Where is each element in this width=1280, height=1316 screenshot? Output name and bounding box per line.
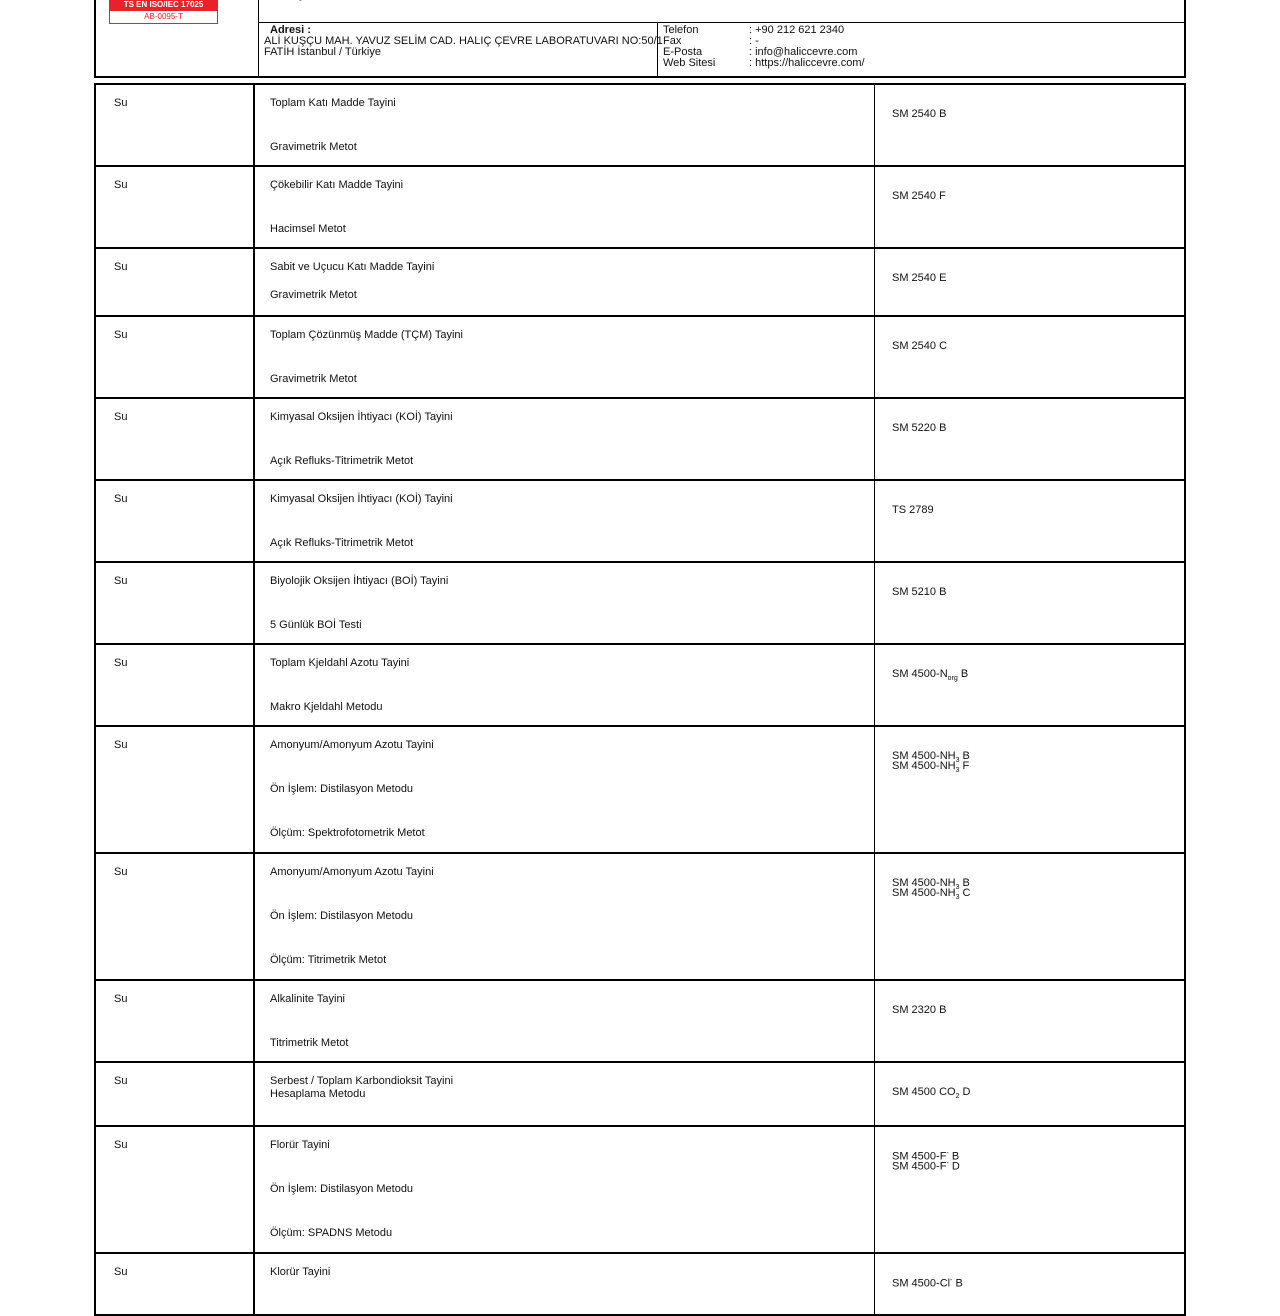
- reference-method: SM 2540 C: [892, 340, 948, 352]
- matrix-cell: [96, 249, 255, 315]
- parameter-name: Klorür Tayini: [270, 1266, 331, 1278]
- address-label: Adresi :: [270, 24, 311, 36]
- contact-value: : https://haliccevre.com/: [749, 57, 865, 69]
- table-row: [96, 317, 1184, 399]
- matrix-cell: [96, 1063, 255, 1125]
- accreditation-logo-cell: [96, 0, 259, 78]
- method-base: SM 4500-F: [892, 1150, 947, 1163]
- method-description: Açık Refluks-Titrimetrik Metot: [270, 537, 414, 549]
- matrix-cell: [96, 167, 255, 247]
- method-suffix: B: [957, 668, 969, 680]
- method-superscript: -: [946, 1160, 949, 1167]
- matrix-label: Su: [114, 739, 128, 751]
- parameter-name: Toplam Kjeldahl Azotu Tayini: [270, 657, 410, 669]
- table-row: [96, 854, 1184, 981]
- matrix-cell: [96, 1254, 255, 1314]
- matrix-label: Su: [114, 329, 128, 341]
- method-description: Makro Kjeldahl Metodu: [270, 701, 383, 713]
- parameter-name: Florür Tayini: [270, 1139, 330, 1151]
- matrix-cell: [96, 85, 255, 165]
- table-row: [96, 563, 1184, 645]
- method-description: Hesaplama Metodu: [270, 1088, 366, 1100]
- matrix-cell: [96, 1127, 255, 1252]
- matrix-cell: [96, 399, 255, 479]
- parameter-name: Çökebilir Katı Madde Tayini: [270, 179, 404, 191]
- table-row: [96, 645, 1184, 727]
- reference-method: SM 2540 F: [892, 190, 946, 202]
- column-divider: [874, 1254, 875, 1314]
- method-base: SM 4500 CO: [892, 1086, 956, 1098]
- method-suffix: D: [948, 1160, 960, 1173]
- contact-key: E-Posta: [663, 46, 703, 58]
- address-line1: ALİ KUŞÇU MAH. YAVUZ SELİM CAD. HALIÇ ÇEVRE LABORATUVARI NO:50/1: [264, 35, 663, 47]
- method-superscript: -: [946, 1150, 949, 1157]
- reference-method: SM 2540 E: [892, 272, 947, 284]
- reference-method: [892, 887, 970, 901]
- method-description: 5 Günlük BOİ Testi: [270, 619, 362, 631]
- method-description: Gravimetrik Metot: [270, 289, 357, 301]
- column-divider: [874, 399, 875, 479]
- table-row: [96, 481, 1184, 563]
- method-subscript: org: [947, 675, 958, 683]
- table-row: [96, 1254, 1184, 1316]
- method-subscript: 3: [955, 767, 960, 775]
- header-divider: [259, 22, 1184, 23]
- method-subscript: 3: [955, 894, 960, 902]
- column-divider: [874, 1127, 875, 1252]
- matrix-label: Su: [114, 575, 128, 587]
- method-suffix: C: [959, 887, 971, 899]
- method-base: SM 4500-N: [892, 668, 948, 680]
- method-description: Ön İşlem: Distilasyon Metodu: [270, 783, 414, 795]
- column-divider: [874, 645, 875, 725]
- method-description: Gravimetrik Metot: [270, 141, 357, 153]
- method-subscript: 2: [955, 1093, 960, 1101]
- document-header: [94, 0, 1186, 78]
- matrix-label: Su: [114, 993, 128, 1005]
- method-description: Açık Refluks-Titrimetrik Metot: [270, 455, 414, 467]
- method-description: Ön İşlem: Distilasyon Metodu: [270, 1183, 414, 1195]
- column-divider: [874, 981, 875, 1061]
- contact-block: [663, 25, 865, 69]
- accreditation-code-badge: AB-0095-T: [109, 10, 218, 24]
- matrix-cell: [96, 563, 255, 643]
- reference-method: TS 2789: [892, 504, 934, 516]
- lab-name: [272, 0, 375, 1]
- method-subscript: 3: [955, 757, 960, 765]
- column-divider: [874, 563, 875, 643]
- reference-method: SM 2320 B: [892, 1004, 947, 1016]
- method-subscript: 3: [955, 884, 960, 892]
- matrix-label: Su: [114, 493, 128, 505]
- matrix-cell: [96, 645, 255, 725]
- parameter-name: Toplam Katı Madde Tayini: [270, 97, 396, 109]
- contact-row: [663, 25, 865, 36]
- table-row: [96, 85, 1184, 167]
- method-suffix: B: [959, 750, 970, 762]
- table-row: [96, 249, 1184, 317]
- matrix-label: Su: [114, 657, 128, 669]
- test-scope-table: [94, 83, 1186, 1316]
- table-row: [96, 1063, 1184, 1127]
- method-base: SM 4500-NH: [892, 877, 956, 889]
- parameter-name: Toplam Çözünmüş Madde (TÇM) Tayini: [270, 329, 463, 341]
- method-base: SM 4500-NH: [892, 760, 956, 772]
- column-divider: [874, 249, 875, 315]
- table-row: [96, 399, 1184, 481]
- parameter-name: Amonyum/Amonyum Azotu Tayini: [270, 866, 434, 878]
- matrix-cell: [96, 317, 255, 397]
- column-divider: [874, 481, 875, 561]
- matrix-label: Su: [114, 261, 128, 273]
- reference-method: [892, 1086, 971, 1100]
- column-divider: [874, 317, 875, 397]
- contact-value: : -: [749, 35, 759, 47]
- method-superscript: -: [950, 1277, 953, 1284]
- contact-key: Fax: [663, 35, 682, 47]
- parameter-name: Kimyasal Oksijen İhtiyacı (KOİ) Tayini: [270, 493, 453, 505]
- method-description: Ön İşlem: Distilasyon Metodu: [270, 910, 414, 922]
- reference-method: [892, 1160, 960, 1173]
- matrix-label: Su: [114, 1075, 128, 1087]
- contact-value: : info@haliccevre.com: [749, 46, 858, 58]
- matrix-label: Su: [114, 179, 128, 191]
- parameter-name: Amonyum/Amonyum Azotu Tayini: [270, 739, 434, 751]
- method-base: SM 4500-F: [892, 1160, 947, 1173]
- contact-value: : +90 212 621 2340: [749, 24, 845, 36]
- table-row: [96, 167, 1184, 249]
- method-suffix: B: [948, 1150, 960, 1163]
- method-description: Ölçüm: Spektrofotometrik Metot: [270, 827, 425, 839]
- column-divider: [874, 854, 875, 979]
- address-line2: FATİH İstanbul / Türkiye: [264, 46, 381, 58]
- contact-key: Telefon: [663, 24, 699, 36]
- method-description: Hacimsel Metot: [270, 223, 346, 235]
- reference-method: SM 5220 B: [892, 422, 947, 434]
- table-row: [96, 1127, 1184, 1254]
- column-divider: [874, 1063, 875, 1125]
- column-divider: [874, 727, 875, 852]
- address-block: [264, 25, 663, 58]
- method-description: Ölçüm: Titrimetrik Metot: [270, 954, 387, 966]
- column-divider: [874, 167, 875, 247]
- accreditation-standard-badge: TS EN ISO/IEC 17025: [109, 0, 218, 10]
- method-base: SM 4500-NH: [892, 887, 956, 899]
- reference-method: [892, 1277, 963, 1290]
- method-description: Titrimetrik Metot: [270, 1037, 349, 1049]
- parameter-name: Alkalinite Tayini: [270, 993, 346, 1005]
- matrix-label: Su: [114, 866, 128, 878]
- parameter-name: Kimyasal Oksijen İhtiyacı (KOİ) Tayini: [270, 411, 453, 423]
- matrix-cell: [96, 854, 255, 979]
- reference-method: SM 2540 B: [892, 108, 947, 120]
- matrix-label: Su: [114, 1139, 128, 1151]
- matrix-cell: [96, 727, 255, 852]
- matrix-label: Su: [114, 1266, 128, 1278]
- parameter-name: Sabit ve Uçucu Katı Madde Tayini: [270, 261, 435, 273]
- table-row: [96, 981, 1184, 1063]
- method-base: SM 4500-Cl: [892, 1277, 951, 1290]
- contact-key: Web Sitesi: [663, 57, 716, 69]
- method-base: SM 4500-NH: [892, 750, 956, 762]
- table-row: [96, 727, 1184, 854]
- reference-method: [892, 668, 968, 682]
- method-suffix: D: [959, 1086, 971, 1098]
- matrix-cell: [96, 981, 255, 1061]
- parameter-name: Biyolojik Oksijen İhtiyacı (BOİ) Tayini: [270, 575, 449, 587]
- method-suffix: F: [959, 760, 970, 772]
- method-suffix: B: [959, 877, 970, 889]
- matrix-label: Su: [114, 97, 128, 109]
- method-suffix: B: [952, 1277, 963, 1290]
- reference-method: [892, 760, 969, 774]
- matrix-cell: [96, 481, 255, 561]
- matrix-label: Su: [114, 411, 128, 423]
- parameter-name: Serbest / Toplam Karbondioksit Tayini: [270, 1075, 454, 1087]
- method-description: Gravimetrik Metot: [270, 373, 357, 385]
- contact-row: [663, 58, 865, 69]
- column-divider: [874, 85, 875, 165]
- reference-method: SM 5210 B: [892, 586, 947, 598]
- method-description: Ölçüm: SPADNS Metodu: [270, 1227, 393, 1239]
